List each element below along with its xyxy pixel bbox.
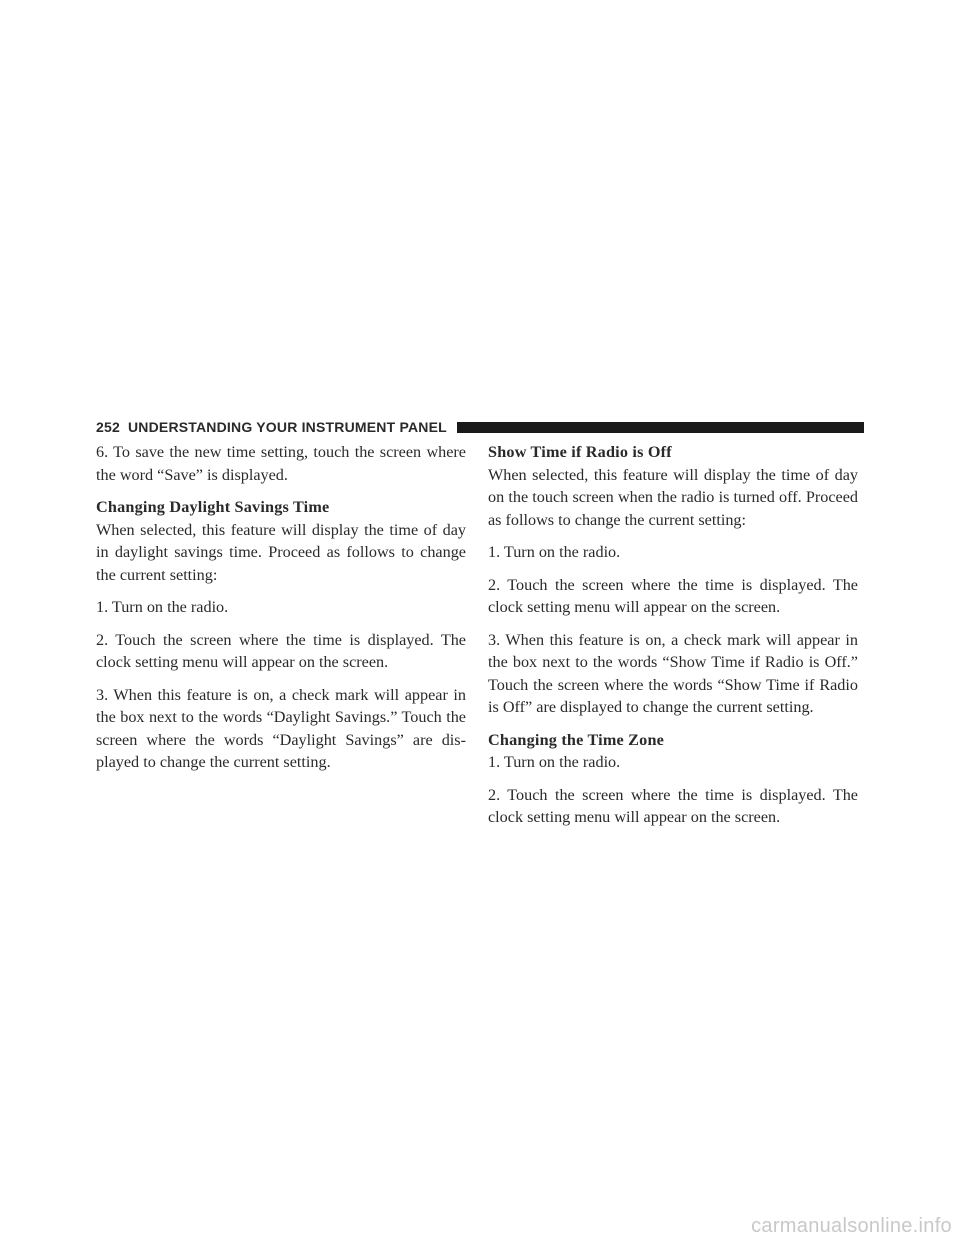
step-item: 3. When this feature is on, a check mark will appear in the box next to the words “Show Time if Radio is Off.” Touch the screen where the words “Show Time if Radio is Off” are displayed to change the current setting.: [488, 630, 858, 716]
left-column: [96, 441, 466, 784]
page-header: [96, 416, 864, 438]
watermark: carmanualsonline.info: [751, 1215, 952, 1237]
step-item: 1. Turn on the radio.: [488, 753, 621, 771]
section-heading: Changing Daylight Savings Time: [96, 498, 330, 516]
section-heading: Show Time if Radio is Off: [488, 443, 672, 461]
section-heading: Changing the Time Zone: [488, 730, 665, 749]
step-item: 1. Turn on the radio.: [488, 543, 621, 561]
header-rule: [457, 422, 864, 433]
step-item: 3. When this feature is on, a check mark will appear in the box next to the words “Daylight Savings.” Touch the screen where the words “Daylight Savings” are dis-played to change the current setting.: [96, 685, 466, 771]
paragraph: When selected, this feature will display the time of day in daylight savings time. Proceed as follows to change the current setting:: [96, 520, 466, 584]
step-item: 2. Touch the screen where the time is displayed. The clock setting menu will appear on the screen.: [488, 785, 858, 826]
step-item: 2. Touch the screen where the time is displayed. The clock setting menu will appear on the screen.: [96, 630, 466, 671]
section-title: UNDERSTANDING YOUR INSTRUMENT PANEL: [127, 419, 447, 435]
paragraph: 6. To save the new time setting, touch the screen where the word “Save” is displayed.: [96, 443, 466, 484]
right-column: [488, 441, 858, 839]
step-item: 2. Touch the screen where the time is displayed. The clock setting menu will appear on the screen.: [488, 575, 858, 616]
step-item: 1. Turn on the radio.: [96, 598, 229, 616]
paragraph: When selected, this feature will display the time of day on the touch screen when the radio is turned off. Proceed as follows to change the current setting:: [488, 465, 858, 529]
page-number: 252: [96, 419, 120, 435]
